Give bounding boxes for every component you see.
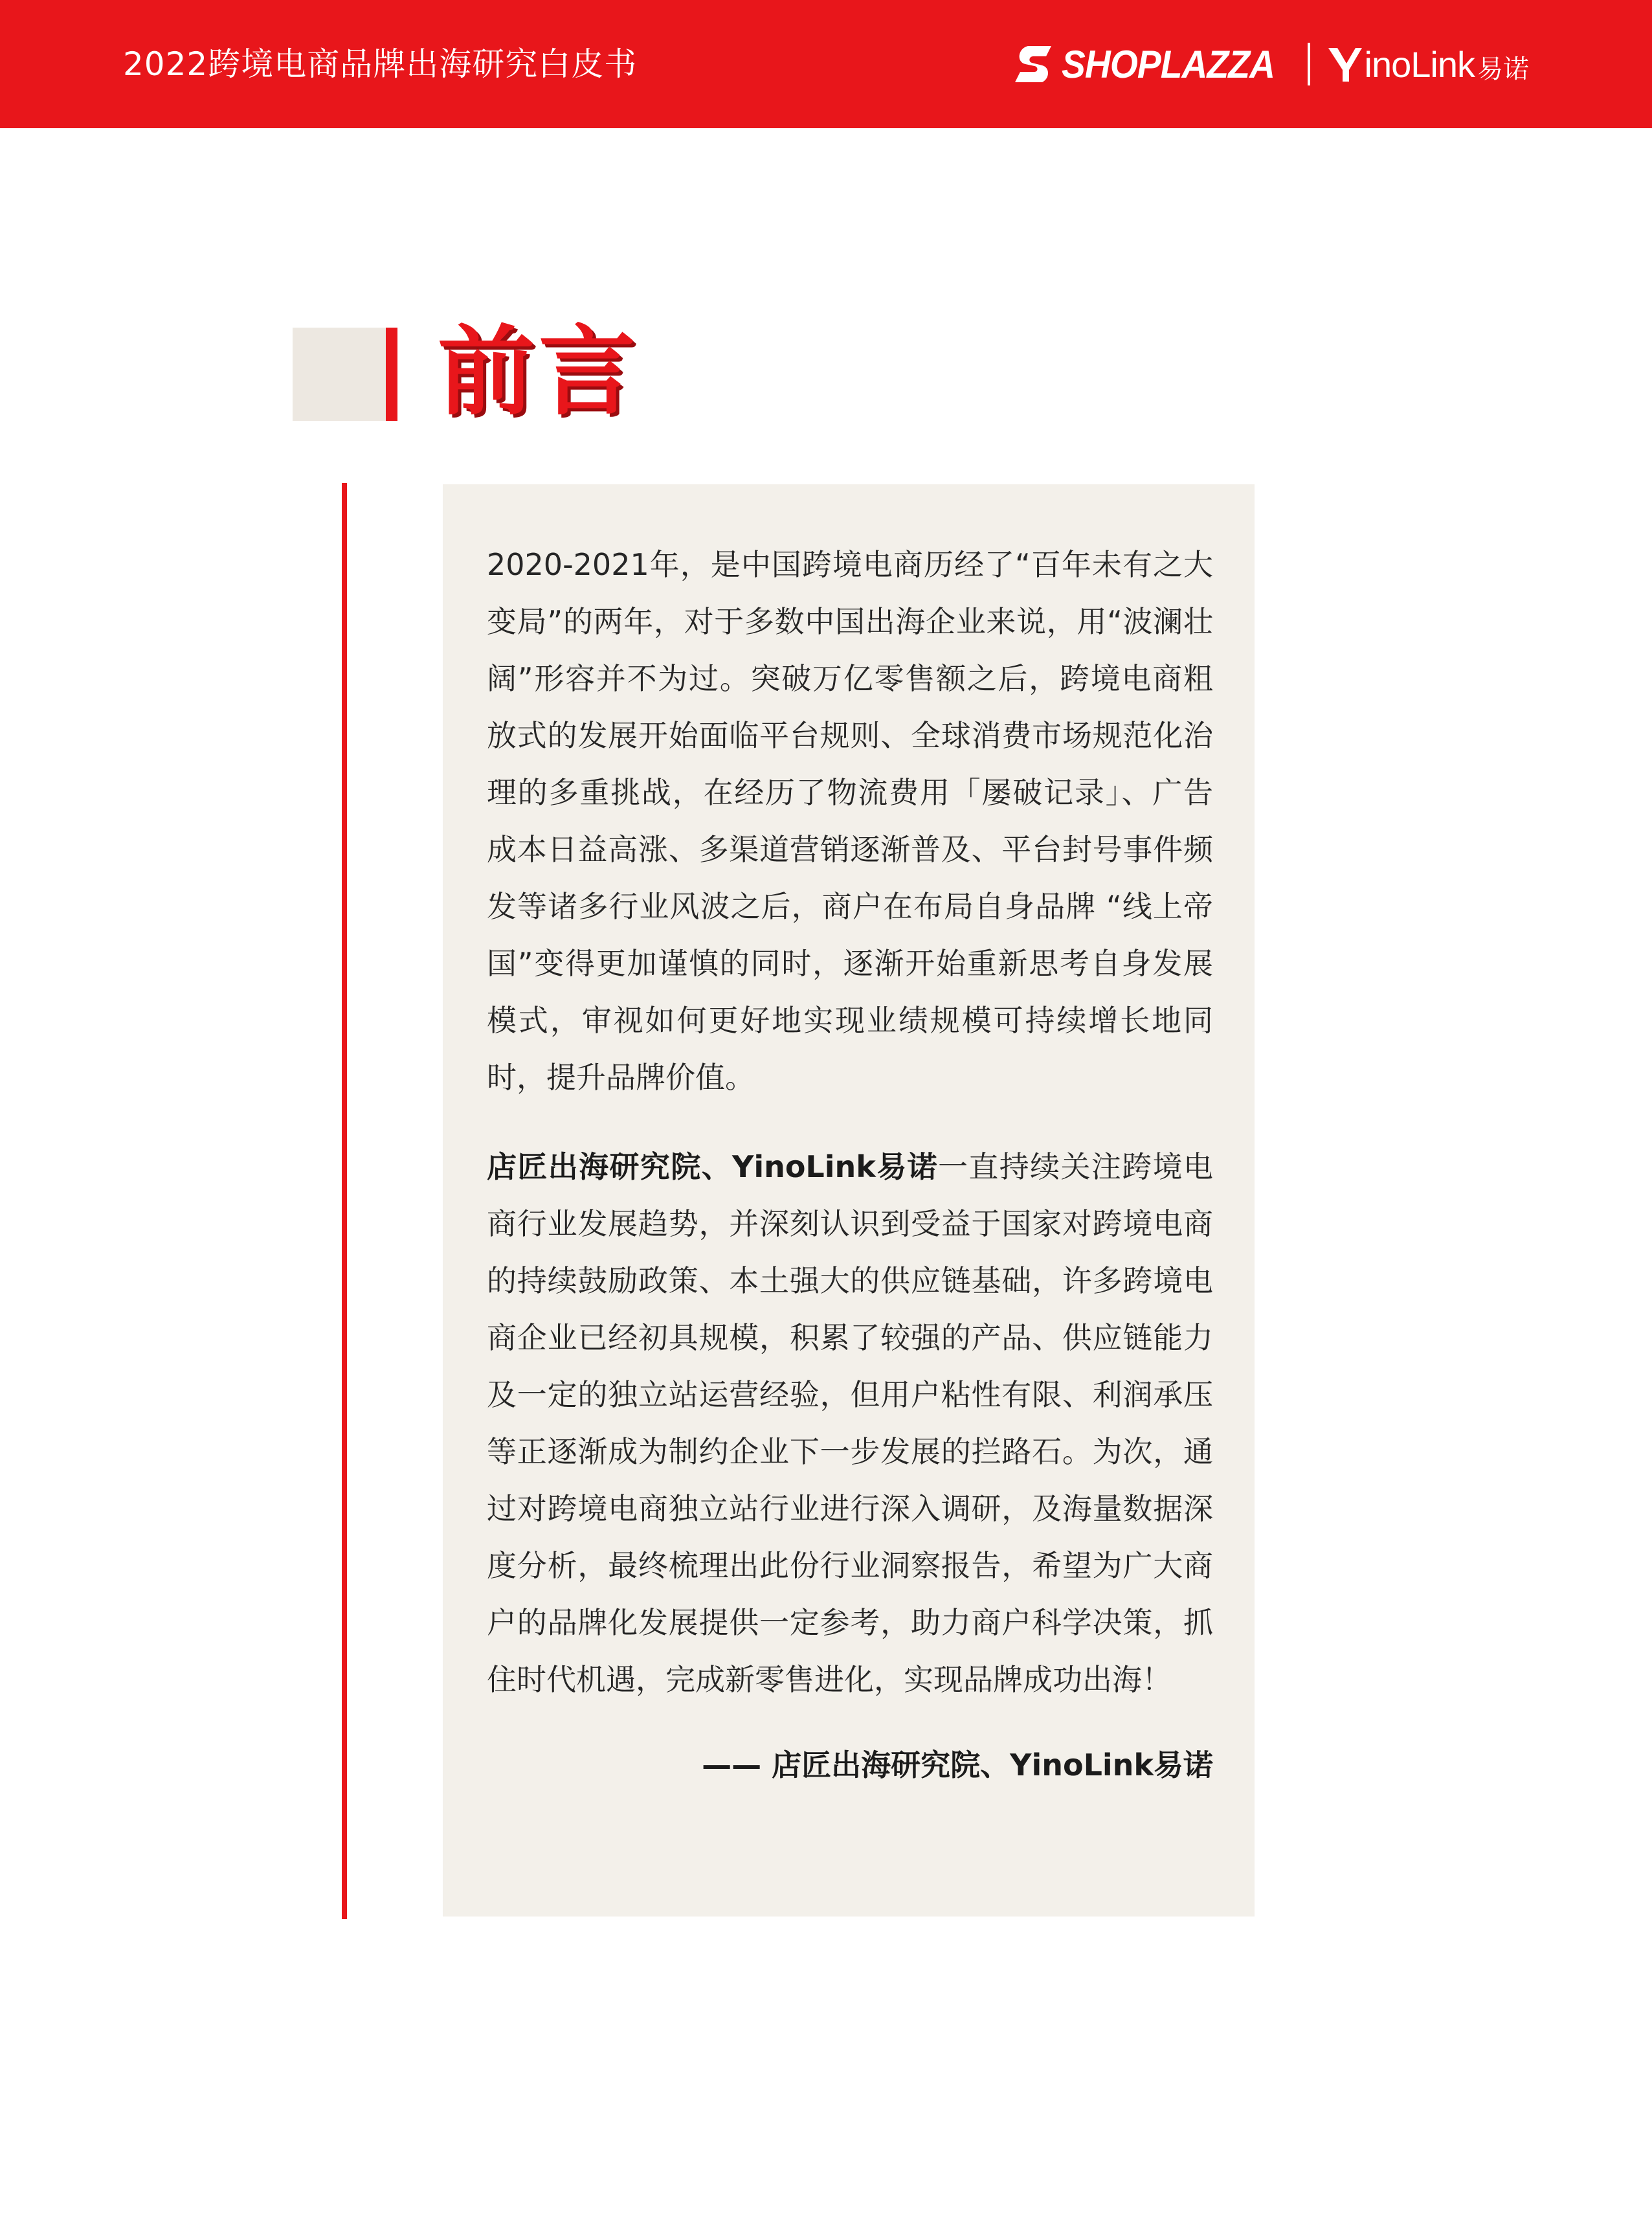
foreword-panel <box>443 484 1255 1917</box>
foreword-signature: —— 店匠出海研究院、YinoLink易诺 <box>702 1748 1213 1782</box>
title-accent-bar <box>386 328 397 421</box>
paragraph-2-body: 一直持续关注跨境电商行业发展趋势，并深刻认识到受益于国家对跨境电商的持续鼓励政策、本土强大的供应链基础，许多跨境电商企业已经初具规模，积累了较强的产品、供应链能力及一定的独立站运营经验，但用户粘性有限、利润承压等正逐渐成为制约企业下一步发展的拦路石。为次，通过对跨境电商独立站行业进行深入调研，及海量数据深度分析，最终梳理出此份行业洞察报告，希望为广大商户的品牌化发展提供一定参考，助力商户科学决策，抓住时代机遇，完成新零售进化，实现品牌成功出海！ <box>487 1149 1213 1697</box>
yinolink-logo-cn: 易诺 <box>1477 54 1529 84</box>
header-bar <box>0 0 1652 128</box>
foreword-paragraph-1: 2020-2021年，是中国跨境电商历经了“百年未有之大变局”的两年，对于多数中国出海企业来说，用“波澜壮阔”形容并不为过。突破万亿零售额之后，跨境电商粗放式的发展开始面临平台规则、全球消费市场规范化治理的多重挑战，在经历了物流费用「屡破记录」、广告成本日益高涨、多渠道营销逐渐普及、平台封号事件频发等诸多行业风波之后，商户在布局自身品牌 “线上帝国”变得更加谨慎的同时，逐渐开始重新思考自身发展模式，审视如何更好地实现业绩规模可持续增长地同时，提升品牌价值。 <box>487 547 1213 1095</box>
yinolink-logo-icon <box>1327 45 1363 83</box>
section-title: 前言 <box>438 316 640 429</box>
vertical-divider-line <box>342 483 347 1919</box>
shoplazza-logo-icon <box>1014 43 1053 85</box>
document-title: 2022跨境电商品牌出海研究白皮书 <box>123 45 638 83</box>
yinolink-logo-text: inoLink <box>1364 43 1475 85</box>
logo-divider <box>1308 43 1310 85</box>
shoplazza-logo-text: SHOPLAZZA <box>1061 42 1275 86</box>
title-accent-block <box>293 328 388 421</box>
paragraph-2-lead: 店匠出海研究院、YinoLink易诺 <box>487 1149 938 1184</box>
foreword-paragraph-2 <box>487 1138 1213 1708</box>
partner-logos <box>1014 0 1529 128</box>
